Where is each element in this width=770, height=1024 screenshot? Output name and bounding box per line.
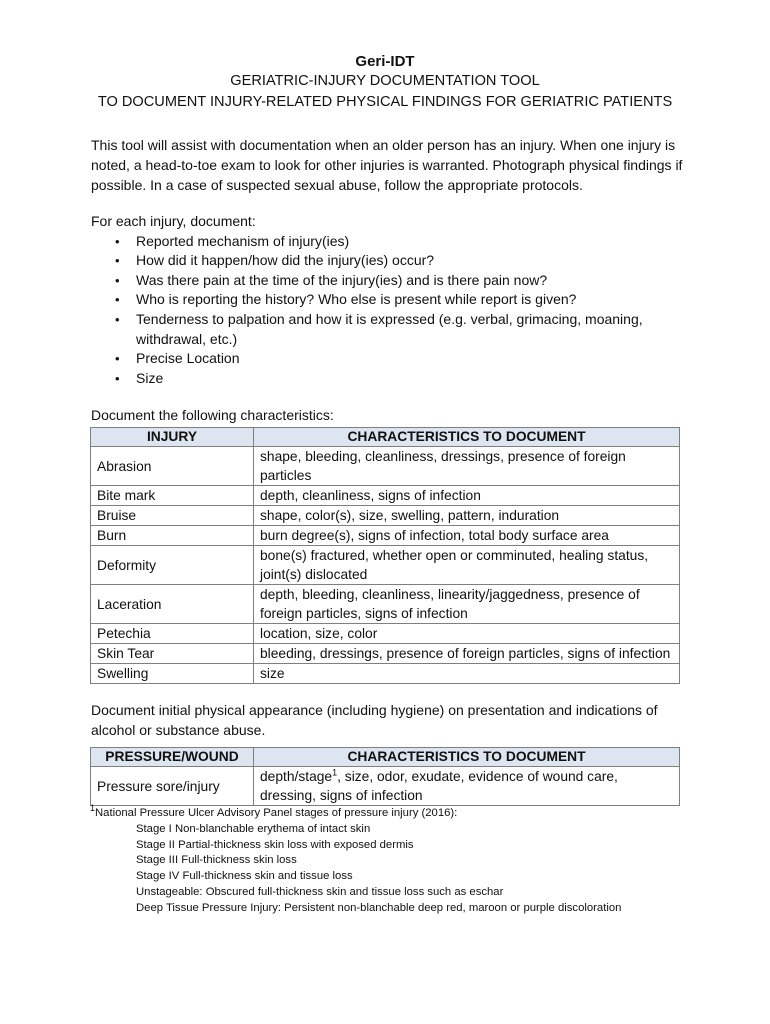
footnote-marker: 1 — [90, 803, 96, 814]
injury-cell: Deformity — [91, 546, 254, 585]
page-subtitle: GERIATRIC-INJURY DOCUMENTATION TOOL — [230, 73, 540, 89]
document-list — [91, 232, 691, 389]
column-header-characteristics: CHARACTERISTICS TO DOCUMENT — [254, 748, 680, 767]
characteristics-cell: shape, bleeding, cleanliness, dressings, presence of foreign particles — [254, 447, 680, 486]
injury-cell: Abrasion — [91, 447, 254, 486]
table-row — [91, 486, 680, 506]
list-item: • Was there pain at the time of the injury(ies) and is there pain now? — [91, 271, 691, 291]
bullet-icon: • — [115, 311, 120, 327]
injury-cell: Laceration — [91, 585, 254, 624]
characteristics-cell: shape, color(s), size, swelling, pattern, induration — [254, 506, 680, 526]
column-header-characteristics: CHARACTERISTICS TO DOCUMENT — [254, 428, 680, 447]
characteristics-cell: burn degree(s), signs of infection, total body surface area — [254, 526, 680, 546]
for-each-section — [91, 212, 691, 388]
injury-cell: Burn — [91, 526, 254, 546]
characteristics-cell: depth, cleanliness, signs of infection — [254, 486, 680, 506]
footnote-stages — [90, 822, 710, 917]
stage-item: Stage III Full-thickness skin loss — [136, 854, 297, 867]
table-row — [91, 767, 680, 806]
table-row — [91, 447, 680, 486]
column-header-pressure: PRESSURE/WOUND — [91, 748, 254, 767]
footnote — [90, 803, 710, 917]
characteristics-cell: bleeding, dressings, presence of foreign particles, signs of infection — [254, 644, 680, 664]
list-item: • Who is reporting the history? Who else is present while report is given? — [91, 290, 691, 310]
stage-item: Deep Tissue Pressure Injury: Persistent non-blanchable deep red, maroon or purple discoloration — [136, 901, 622, 914]
characteristics-cell: location, size, color — [254, 624, 680, 644]
bullet-icon: • — [115, 351, 120, 367]
injury-cell: Bite mark — [91, 486, 254, 506]
stage-item: Unstageable: Obscured full-thickness skin and tissue loss such as eschar — [136, 885, 504, 898]
list-item: • Size — [91, 369, 691, 389]
table-header-row — [91, 748, 680, 767]
stage-item: Stage II Partial-thickness skin loss with exposed dermis — [136, 838, 414, 851]
injury-table — [90, 427, 680, 684]
table-row — [91, 585, 680, 624]
injury-cell: Skin Tear — [91, 644, 254, 664]
stage-item: Stage IV Full-thickness skin and tissue loss — [136, 870, 353, 883]
list-item: • Tenderness to palpation and how it is expressed (e.g. verbal, grimacing, moaning, withdrawal, etc.) — [115, 310, 643, 347]
table-row — [91, 506, 680, 526]
page-title: Geri-IDT — [355, 53, 415, 70]
characteristics-cell: depth, bleeding, cleanliness, linearity/jaggedness, presence of foreign particles, signs of infection — [254, 585, 680, 624]
list-item: • How did it happen/how did the injury(ies) occur? — [91, 251, 691, 271]
table-row — [91, 644, 680, 664]
table-row — [91, 624, 680, 644]
characteristics-cell: size — [254, 664, 680, 684]
footnote-marker: 1 — [332, 767, 338, 778]
stage-item: Stage I Non-blanchable erythema of intact skin — [136, 822, 371, 835]
intro-paragraph: This tool will assist with documentation when an older person has an injury. When one injury is noted, a head-to-toe exam to look for other injuries is warranted. Photograph physical findings if possible. In a case of suspected sexual abuse, follow the appropriate protocols. — [91, 137, 683, 193]
page-subtitle-2: TO DOCUMENT INJURY-RELATED PHYSICAL FINDINGS FOR GERIATRIC PATIENTS — [97, 94, 673, 110]
bullet-icon: • — [115, 253, 120, 269]
list-item: • Precise Location — [91, 349, 691, 369]
appearance-paragraph: Document initial physical appearance (including hygiene) on presentation and indications of alcohol or substance abuse. — [91, 702, 658, 738]
bullet-icon: • — [115, 370, 120, 386]
table-row — [91, 664, 680, 684]
bullet-icon: • — [115, 292, 120, 308]
table-header-row — [91, 428, 680, 447]
list-item: • Reported mechanism of injury(ies) — [91, 232, 691, 252]
characteristics-cell: bone(s) fractured, whether open or comminuted, healing status, joint(s) dislocated — [254, 546, 680, 585]
characteristics-cell: depth/stage$^1$, size, odor, exudate, evidence of wound care, dressing, signs of infection — [254, 767, 680, 806]
footnote-heading: $^1$National Pressure Ulcer Advisory Panel stages of pressure injury (2016): — [90, 803, 458, 819]
bullet-icon: • — [115, 233, 120, 249]
injury-cell: Petechia — [91, 624, 254, 644]
injury-cell: Bruise — [91, 506, 254, 526]
injury-cell: Swelling — [91, 664, 254, 684]
for-each-heading: For each injury, document: — [91, 213, 256, 229]
pressure-cell: Pressure sore/injury — [91, 767, 254, 806]
column-header-injury: INJURY — [91, 428, 254, 447]
characteristics-heading: Document the following characteristics: — [91, 407, 334, 423]
title-block — [0, 52, 770, 113]
bullet-icon: • — [115, 272, 120, 288]
pressure-table — [90, 747, 680, 806]
table-row — [91, 546, 680, 585]
table-row — [91, 526, 680, 546]
